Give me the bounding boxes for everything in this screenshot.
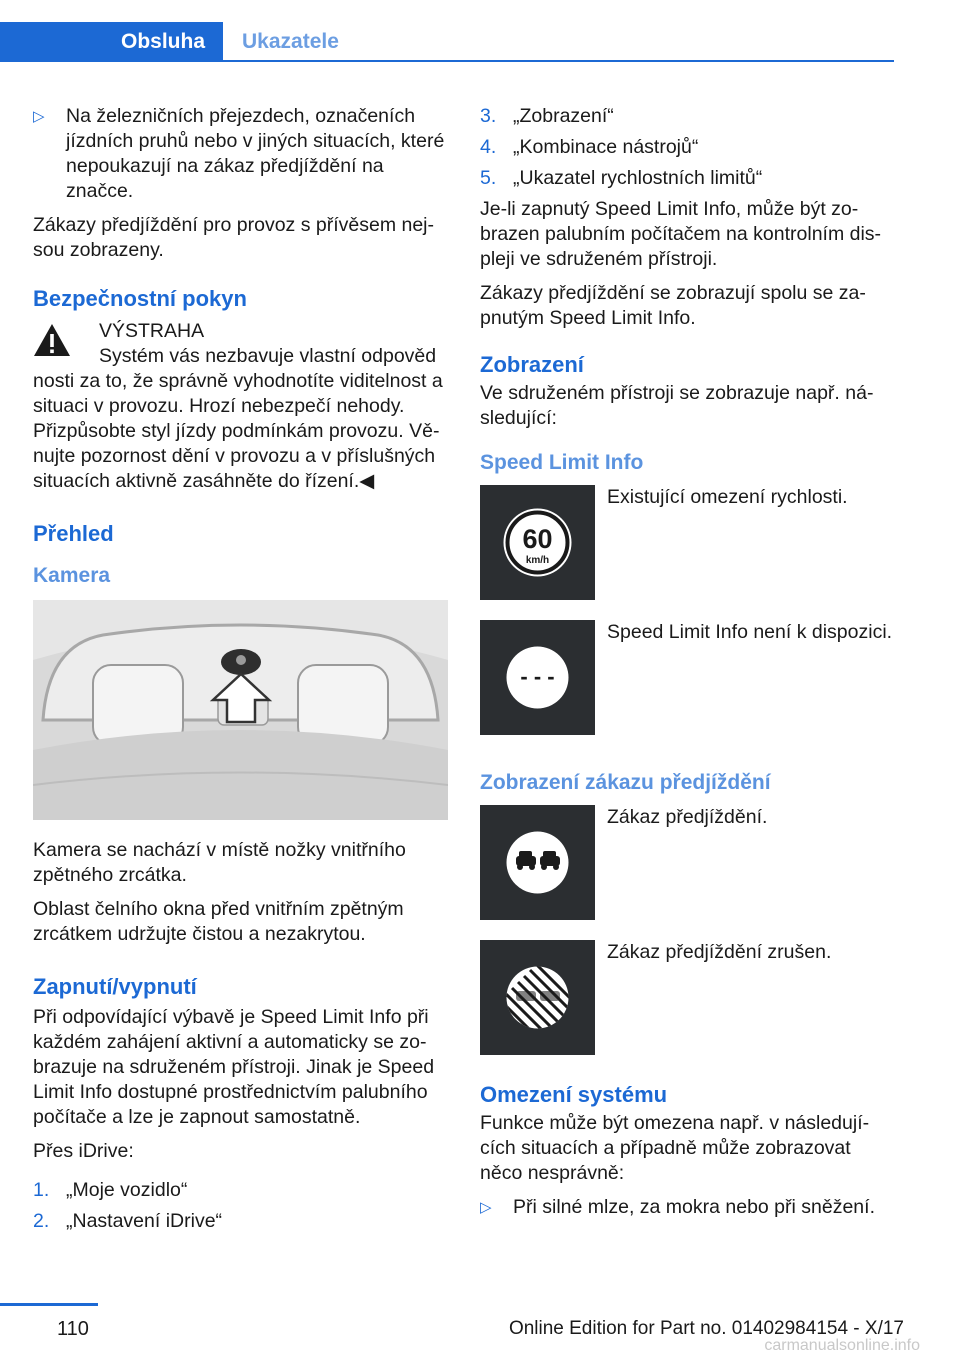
camera-location-illustration xyxy=(33,600,448,820)
list-item xyxy=(480,135,895,160)
display-text: Ve sdruženém přístroji se zobrazuje např. následující: xyxy=(480,382,874,429)
limits-heading: Omezení systému xyxy=(480,1082,668,1107)
step-number: 2. xyxy=(33,1210,50,1232)
list-item xyxy=(480,166,895,191)
warning-first-line: Systém vás nezbavuje vlastní odpověd xyxy=(99,345,437,367)
sign-row-nopass-end xyxy=(480,940,895,1055)
list-item xyxy=(33,1209,448,1234)
sign-nopass-caption: Zákaz předjíždění. xyxy=(607,806,768,828)
header-divider xyxy=(0,60,894,62)
step-number: 3. xyxy=(480,105,497,127)
step-text: „Zobrazení“ xyxy=(513,105,614,127)
bullet-text: Na železničních přejezdech, označeních jízdních pruhů nebo v jiných situacích, které nepoukazují na zákaz předjíždění na značce. xyxy=(66,105,445,202)
sli-heading: Speed Limit Info xyxy=(480,451,644,474)
step-number: 5. xyxy=(480,167,497,189)
footer-divider xyxy=(0,1303,98,1306)
no-passing-icon xyxy=(480,805,595,920)
trailer-text: Zákazy předjíždění pro provoz s přívěsem nejsou zobrazeny. xyxy=(33,214,435,261)
overview-heading: Přehled xyxy=(33,521,114,546)
limits-text: Funkce může být omezena např. v následujících situacích a případně může zobrazovat něco nesprávně: xyxy=(480,1112,870,1184)
onoff-heading: Zapnutí/vypnutí xyxy=(33,974,197,999)
sign-row-unavailable xyxy=(480,620,895,735)
step-text: „Ukazatel rychlostních limitů“ xyxy=(513,167,763,189)
speed-unit: km/h xyxy=(525,555,550,566)
step-number: 4. xyxy=(480,136,497,158)
warning-body: nosti za to, že správně vyhodnotíte viditelnost a situaci v provozu. Hrozí nebezpečí nehody. Přizpůsobte styl jízdy podmínkám provozu. Věnujte pozornost dění v provozu a v příslušných situacích aktivně zasáhněte do řízení.◀ xyxy=(33,370,443,492)
unavailable-sign-icon xyxy=(480,620,595,735)
sign-nopass-end-caption: Zákaz předjíždění zrušen. xyxy=(607,941,832,963)
left-column xyxy=(33,104,448,1240)
step-text: „Kombinace nástrojů“ xyxy=(513,136,699,158)
camera-location-text: Kamera se nachází v místě nožky vnitřního zpětného zrcátka. xyxy=(33,839,406,886)
display-heading: Zobrazení xyxy=(480,352,584,377)
header-tabs xyxy=(0,0,894,62)
no-passing-sign xyxy=(480,805,595,920)
camera-heading: Kamera xyxy=(33,564,111,587)
sign-unavailable-caption: Speed Limit Info není k dispozici. xyxy=(607,621,893,643)
watermark: carmanualsonline.info xyxy=(764,1337,920,1354)
tab-ukazatele[interactable]: Ukazatele xyxy=(242,30,339,53)
nopass-info-text: Zákazy předjíždění se zobrazují spolu se zapnutým Speed Limit Info. xyxy=(480,282,866,329)
page-number: 110 xyxy=(57,1318,89,1340)
tab-obsluha[interactable]: Obsluha xyxy=(0,22,223,62)
via-idrive-text: Přes iDrive: xyxy=(33,1140,134,1162)
warning-block xyxy=(33,319,448,494)
speed-limit-unavailable-sign xyxy=(480,620,595,735)
right-column xyxy=(480,104,895,1229)
safety-heading: Bezpečnostní pokyn xyxy=(33,286,247,311)
triangle-bullet-icon: ▷ xyxy=(33,108,45,125)
sign-row-nopass xyxy=(480,805,895,920)
triangle-bullet-icon: ▷ xyxy=(480,1199,492,1216)
step-text: „Moje vozidlo“ xyxy=(66,1179,188,1201)
no-passing-end-sign xyxy=(480,940,595,1055)
camera-clean-text: Oblast čelního okna před vnitřním zpětným zrcátkem udržujte čistou a nezakrytou. xyxy=(33,898,404,945)
sign-60-caption: Existující omezení rychlosti. xyxy=(607,486,848,508)
no-passing-end-icon xyxy=(480,940,595,1055)
speed-limit-60-sign xyxy=(480,485,595,600)
list-item xyxy=(33,104,448,204)
unavailable-glyph: - - - xyxy=(520,664,555,689)
speed-limit-sign-icon xyxy=(480,485,595,600)
speed-value: 60 xyxy=(522,524,553,554)
bullet-text: Při silné mlze, za mokra nebo při sněžení. xyxy=(513,1196,875,1218)
list-item xyxy=(33,1178,448,1203)
edition-text: Online Edition for Part no. 01402984154 - X/17 xyxy=(508,1318,904,1339)
step-text: „Nastavení iDrive“ xyxy=(66,1210,223,1232)
list-item xyxy=(480,1195,895,1220)
list-item xyxy=(480,104,895,129)
sign-row-60 xyxy=(480,485,895,600)
onboard-text: Je-li zapnutý Speed Limit Info, může být zobrazen palubním počítačem na kontrolním displeji ve sdruženém přístroji. xyxy=(480,198,882,270)
warning-label: VÝSTRAHA xyxy=(99,320,205,342)
step-number: 1. xyxy=(33,1179,50,1201)
onoff-text: Při odpovídající výbavě je Speed Limit Info při každém zahájení aktivní a automaticky se zobrazuje na sdruženém přístroji. Jinak je Speed Limit Info dostupné prostřednictvím palubního počítače a lze je zapnout samostatně. xyxy=(33,1006,435,1128)
warning-icon xyxy=(33,323,71,357)
nopass-heading: Zobrazení zákazu předjíždění xyxy=(480,771,771,794)
